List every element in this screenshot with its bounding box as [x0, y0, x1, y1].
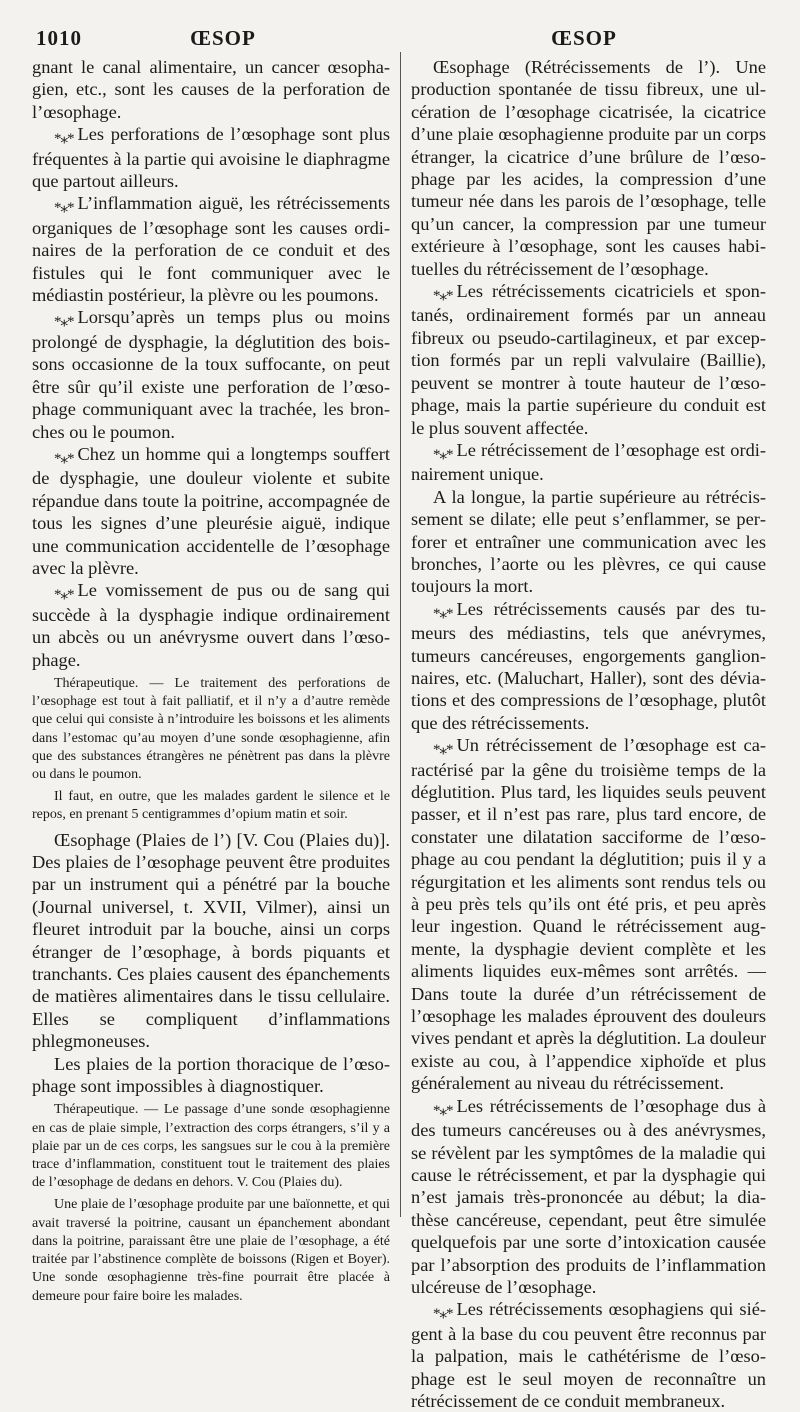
asterism: *⁎* [433, 288, 453, 305]
small-paragraph: Une plaie de l’œsophage produite par une baïonnette, et qui avait traversé la poitrine, causant un épanchement abondant dans la poitrine, paraissant être une plaie de l’œsophage, a été traitée par l’abstinence complète de boissons (Rigen et Boyer). Une sonde œsophagienne très-fine pourrait être placée à demeure pour faire boire les malades. [32, 1197, 390, 1304]
running-head-right: ŒSOP [551, 26, 617, 50]
asterism: *⁎* [433, 742, 453, 759]
page-number: 1010 [36, 26, 82, 50]
paragraph: Un rétrécissement de l’œsophage est caractérisé par la gêne du troisième temps de la déglutition. Plus tard, les liquides seuls peuvent passer, et il n’est pas rare, plus tard encore, de constater une dilatation sacciforme de l’œsophage au cou pendant la déglutition; puis il y a régurgitation et les aliments sont rendus tels ou à peu près tels qu’ils ont été pris, et peu après leur ingestion. Quand le rétrécissement augmente, la dysphagie devient complète et les aliments liquides eux-mêmes sont arrêtés. — Dans toute la durée d’un rétrécissement de l’œsophage les malades éprouvent des douleurs vives pendant et après la déglutition. La douleur existe au cou, à l’appendice xiphoïde et plus généralement au niveau du rétrécissement. [411, 735, 766, 1094]
small-paragraph: Il faut, en outre, que les malades gardent le silence et le repos, en prenant 5 centigrammes d’opium matin et soir. [32, 789, 390, 823]
asterism: *⁎* [433, 1102, 453, 1119]
asterism: *⁎* [433, 446, 453, 463]
paragraph: Les plaies de la portion thoracique de l’œsophage sont impossibles à diagnostiquer. [32, 1053, 390, 1097]
paragraph: Les rétrécissements cicatriciels et spontanés, ordinairement formés par un anneau fibreux ou pseudo-cartilagineux, et par exception formés par un repli valvulaire (Baillie), peuvent se montrer à toute hauteur de l’œsophage, mais la partie supérieure du conduit est le plus souvent affectée. [411, 281, 766, 438]
column-divider [400, 52, 401, 1217]
therapeutics-note: Thérapeutique. — Le traitement des perforations de l’œsophage est tout à fait palliatif, et il n’y a d’autre remède que celui qui consiste à n’introduire les boissons et les aliments dans l’estomac qu’au moyen d’une sonde œsophagienne, afin que des substances étrangères ne pénètrent pas dans la plèvre ou dans le poumon. [32, 675, 390, 782]
asterism: *⁎* [54, 200, 74, 217]
paragraph: gnant le canal alimentaire, un cancer œsophagien, etc., sont les causes de la perforation de l’œsophage. [32, 57, 390, 122]
entry-oesophage-plaies: Œsophage (Plaies de l’) [V. Cou (Plaies du)]. Des plaies de l’œsophage peuvent être produites par un instrument qui a pénétré par la bouche (Journal universel, t. XVII, Vilmer), ainsi un fleuret introduit par la bouche, ainsi un corps étranger de l’œsophage, à bords piquants et tranchants. Ces plaies causent des épanchements de matières alimentaires dans le tissu cellulaire. Elles se compliquent d’inflammations phlegmoneuses. [32, 829, 390, 1052]
left-column [32, 56, 390, 1306]
paragraph: A la longue, la partie supérieure au rétrécissement se dilate; elle peut s’enflammer, se perforer et entraîner une communication avec les bronches, l’aorte ou les plèvres, ce qui cause toujours la mort. [411, 486, 766, 597]
right-column [411, 56, 766, 1412]
therapeutics-note: Thérapeutique. — Le passage d’une sonde œsophagienne en cas de plaie simple, l’extraction des corps étrangers, s’il y a plaie par un de ces corps, les sangsues sur le cou à la première trace d’inflammation, constituent tout le traitement des plaies de l’œsophage de dedans en dehors. V. Cou (Plaies du). [32, 1102, 390, 1191]
asterism: *⁎* [54, 450, 74, 467]
paragraph: Les rétrécissements de l’œsophage dus à des tumeurs cancéreuses ou à des anévrysmes, se révèlent par les symptômes de la maladie qui cause le rétrécissement, et par la dysphagie qui n’est jamais très-prononcée au début; la diathèse cancéreuse, cependant, peut être simulée quelquefois par une sorte d’intoxication causée par l’absorption des produits de l’inflammation ulcéreuse de l’œsophage. [411, 1095, 766, 1297]
paragraph: Lorsqu’après un temps plus ou moins prolongé de dysphagie, la déglutition des boissons occasionne de la toux suffocante, on peut être sûr qu’il existe une perforation de l’œsophage communiquant avec la trachée, les bronches ou le poumon. [32, 307, 390, 442]
paragraph: Chez un homme qui a longtemps souffert de dysphagie, une douleur violente et subite répandue dans toute la poitrine, accompagnée de tous les signes d’une pleurésie aiguë, indique une communication accidentelle de l’œsophage avec la plèvre. [32, 443, 390, 578]
entry-oesophage-retrecissements: Œsophage (Rétrécissements de l’). Une production spontanée de tissu fibreux, une ulcération de l’œsophage cicatrisée, la cicatrice d’une plaie œsophagienne produite par un corps étranger, la cicatrice d’une brûlure de l’œsophage par les acides, la compression d’une tumeur née dans les parois de l’œsophage, telle qu’un cancer, la compression par une tumeur extérieure à l’œsophage, sont les causes habituelles du rétrécissement de l’œsophage. [411, 57, 766, 279]
running-head-left: ŒSOP [190, 26, 256, 50]
paragraph: Les rétrécissements œsophagiens qui siégent à la base du cou peuvent être reconnus par la palpation, mais le cathétérisme de l’œsophage est le seul moyen de reconnaître un rétrécissement de ce conduit membraneux. [411, 1299, 766, 1411]
asterism: *⁎* [54, 131, 74, 148]
paragraph: Les rétrécissements causés par des tumeurs des médiastins, tels que anévrymes, tumeurs cancéreuses, engorgements ganglionnaires, etc. (Maluchart, Haller), sont des déviations et des compressions de l’œsophage, plutôt que des rétrécissements. [411, 598, 766, 733]
paragraph: Le rétrécissement de l’œsophage est ordinairement unique. [411, 439, 766, 485]
asterism: *⁎* [54, 587, 74, 604]
paragraph: L’inflammation aiguë, les rétrécissements organiques de l’œsophage sont les causes ordinaires de la perforation de ce conduit et des fistules qui le font communiquer avec le médiastin postérieur, la plèvre ou les poumons. [32, 193, 390, 306]
asterism: *⁎* [54, 314, 74, 331]
asterism: *⁎* [433, 1306, 453, 1323]
paragraph: Le vomissement de pus ou de sang qui succède à la dysphagie indique ordinairement un abcès ou un anévrysme ouvert dans l’œsophage. [32, 580, 390, 670]
asterism: *⁎* [433, 605, 453, 622]
paragraph: Les perforations de l’œsophage sont plus fréquentes à la partie qui avoisine le diaphragme que partout ailleurs. [32, 124, 390, 192]
